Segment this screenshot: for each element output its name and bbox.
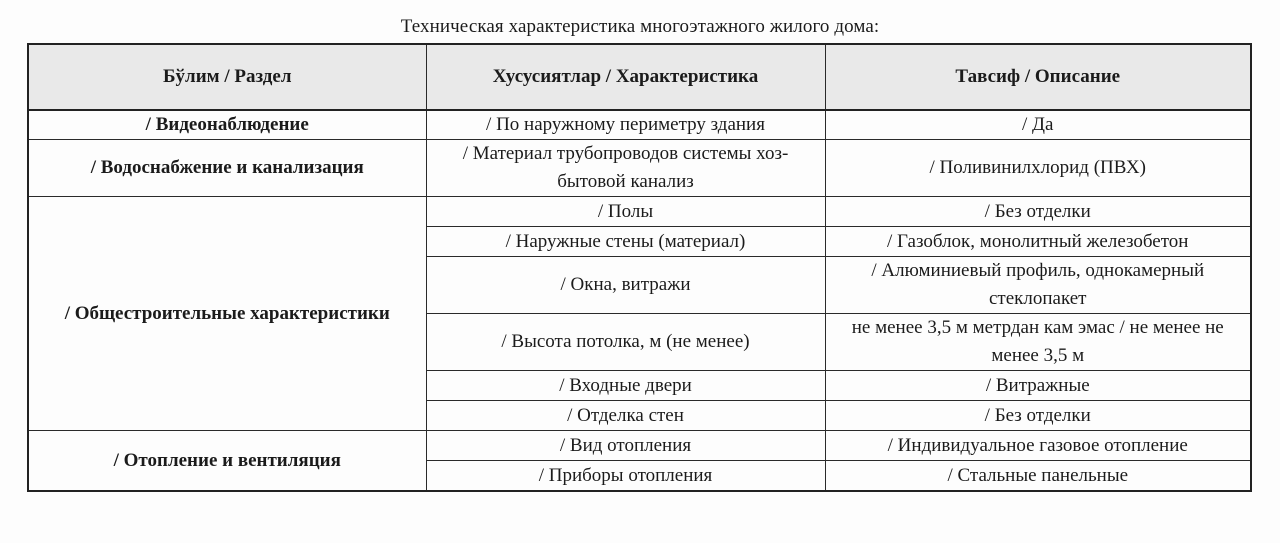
header-description: Тавсиф / Описание (825, 44, 1251, 110)
characteristic-cell: / Наружные стены (материал) (426, 227, 825, 257)
description-cell: / Поливинилхлорид (ПВХ) (825, 140, 1251, 197)
table-row (28, 140, 1251, 197)
header-section: Бўлим / Раздел (28, 44, 426, 110)
description-cell: / Да (825, 110, 1251, 140)
description-cell: / Без отделки (825, 401, 1251, 431)
description-cell: не менее 3,5 м метрдан кам эмас / не менее не менее 3,5 м (825, 314, 1251, 371)
section-cell: / Водоснабжение и канализация (28, 140, 426, 197)
description-cell: / Газоблок, монолитный железобетон (825, 227, 1251, 257)
characteristic-cell: / Окна, витражи (426, 257, 825, 314)
characteristic-cell: / Вид отопления (426, 431, 825, 461)
characteristic-cell: / По наружному периметру здания (426, 110, 825, 140)
section-cell: / Отопление и вентиляция (28, 431, 426, 492)
characteristic-cell: / Полы (426, 197, 825, 227)
description-cell: / Индивидуальное газовое отопление (825, 431, 1251, 461)
document-title: Техническая характеристика многоэтажного жилого дома: (400, 16, 880, 37)
characteristic-cell: / Отделка стен (426, 401, 825, 431)
characteristic-cell: / Материал трубопроводов системы хоз-бытовой канализ (426, 140, 825, 197)
table-row (28, 197, 1251, 227)
characteristic-cell: / Высота потолка, м (не менее) (426, 314, 825, 371)
description-cell: / Алюминиевый профиль, однокамерный стеклопакет (825, 257, 1251, 314)
characteristic-cell: / Приборы отопления (426, 461, 825, 492)
section-cell: / Видеонаблюдение (28, 110, 426, 140)
description-cell: / Витражные (825, 371, 1251, 401)
characteristics-table (27, 43, 1252, 492)
description-cell: / Стальные панельные (825, 461, 1251, 492)
characteristic-cell: / Входные двери (426, 371, 825, 401)
section-cell: / Общестроительные характеристики (28, 197, 426, 431)
header-characteristic: Хусусиятлар / Характеристика (426, 44, 825, 110)
table-header-row (28, 44, 1251, 110)
table-row (28, 110, 1251, 140)
table-row (28, 431, 1251, 461)
description-cell: / Без отделки (825, 197, 1251, 227)
